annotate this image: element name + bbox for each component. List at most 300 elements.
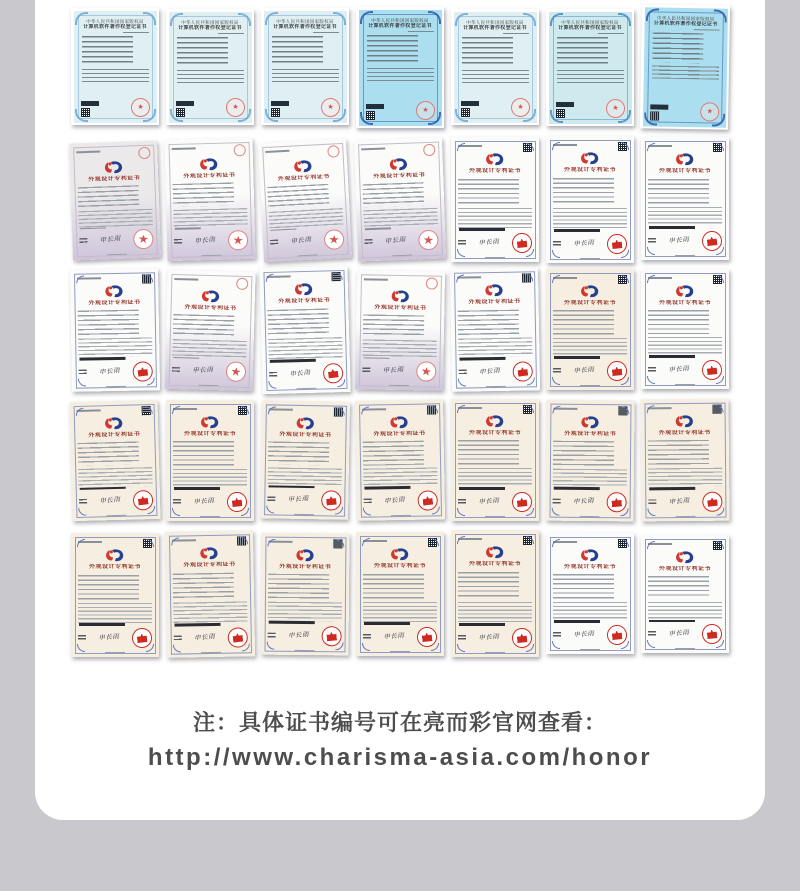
certificate-number-line: [553, 541, 577, 543]
date-line: [580, 385, 600, 386]
paragraph-lines: [363, 467, 437, 487]
software-copyright-certificate: [356, 7, 444, 128]
certificate-header-row: [648, 275, 722, 284]
signature-row: [172, 360, 246, 382]
field-lines: [82, 36, 133, 66]
national-emblem-seal-icon: [701, 490, 723, 512]
black-bar: [459, 623, 505, 626]
certificate-title: 外观设计专利证书: [278, 297, 331, 305]
signature-row: [648, 231, 722, 251]
qr-code-icon: [523, 536, 532, 545]
corner-flourish-icon: [360, 11, 373, 24]
signature: 申长雨: [383, 631, 405, 641]
corner-flourish-icon: [645, 8, 658, 21]
signature-row: [79, 490, 153, 512]
certificate-header-row: [553, 406, 627, 416]
cnipa-logo-icon: [70, 416, 158, 431]
date-line: [485, 257, 505, 258]
corner-flourish-icon: [618, 13, 631, 26]
corner-flourish-icon: [143, 12, 156, 25]
certificate-sheet: [354, 138, 446, 262]
paragraph-lines: [648, 207, 722, 227]
signature: 申长雨: [382, 366, 404, 375]
cnipa-logo-icon: [641, 415, 729, 429]
certificate-wall: [35, 0, 765, 660]
field-lines: [553, 441, 614, 466]
signature-row: [174, 627, 248, 648]
national-emblem-seal-icon: [606, 491, 628, 513]
certificate-number-line: [78, 541, 102, 543]
field-lines: [458, 440, 519, 465]
certificate-sheet: [356, 532, 444, 656]
paragraph-lines: [363, 339, 437, 358]
date-line: [298, 254, 318, 256]
director-label: [648, 631, 656, 636]
signature: 申长雨: [668, 235, 690, 245]
certificate-sheet: [640, 399, 729, 522]
date-line: [391, 515, 411, 517]
certificate-number-line: [648, 145, 672, 147]
certificate-header-row: [553, 142, 627, 151]
field-lines: [458, 179, 519, 205]
note-url: http://www.charisma-asia.com/honor: [147, 744, 653, 771]
signature: 申长雨: [99, 234, 122, 245]
field-lines: [267, 184, 329, 210]
certificate-header-row: [553, 275, 627, 284]
date-line: [675, 648, 695, 649]
date-line: [675, 516, 695, 518]
paragraph-lines: [462, 70, 529, 83]
date-line: [486, 385, 506, 387]
paragraph-lines: [648, 468, 722, 488]
field-lines: [173, 182, 235, 207]
paragraph-lines: [268, 602, 342, 622]
design-patent-certificate: [164, 138, 255, 261]
qr-code-icon: [427, 405, 436, 414]
round-stamp-icon: [235, 277, 249, 291]
certificate-header-row: [268, 539, 342, 549]
cnipa-logo-icon: [641, 551, 729, 564]
design-patent-certificate: [450, 267, 540, 392]
black-bar: [80, 227, 106, 229]
certificate-title: 外观设计专利证书: [88, 431, 141, 439]
cnipa-logo-icon: [260, 282, 348, 297]
certificate-title: 外观设计专利证书: [88, 175, 141, 183]
signature: 申长雨: [99, 495, 121, 505]
national-emblem-seal-icon: [511, 627, 533, 649]
paragraph-lines: [78, 467, 152, 487]
national-emblem-seal-icon: [133, 228, 154, 249]
barcode-icon: [271, 101, 289, 106]
black-bar: [459, 487, 505, 489]
certificate-title: 计算机软件著作权登记证书: [558, 24, 622, 31]
signature-row: [364, 490, 438, 511]
certificate-number-line: [457, 276, 481, 278]
certificate-title: 外观设计专利证书: [468, 298, 521, 306]
national-emblem-seal-icon: [701, 623, 723, 645]
paragraph-lines: [272, 69, 339, 82]
qr-code-icon: [556, 109, 565, 118]
date-line: [675, 384, 695, 385]
field-lines: [648, 179, 709, 204]
corner-flourish-icon: [265, 12, 278, 25]
design-patent-certificate: [355, 270, 445, 391]
signature: 申长雨: [478, 366, 501, 376]
certificate-sheet: [454, 12, 537, 123]
certificate-title: 外观设计专利证书: [563, 167, 616, 173]
authority-line: 中华人民共和国国家版权局: [466, 19, 524, 25]
certificate-row: [35, 529, 765, 660]
authority-line: 中华人民共和国国家版权局: [276, 18, 334, 24]
certificate-number-line: [458, 407, 482, 409]
black-bar: [80, 486, 126, 489]
design-patent-certificate: [641, 269, 729, 389]
cnipa-logo-icon: [451, 546, 539, 559]
certificate-header-row: [362, 405, 436, 415]
barcode-icon: [366, 104, 384, 109]
design-patent-certificate: [258, 139, 352, 262]
certificate-title: 外观设计专利证书: [373, 563, 426, 569]
corner-flourish-icon: [713, 9, 726, 22]
design-patent-certificate: [451, 399, 539, 521]
qr-code-icon: [142, 274, 151, 283]
field-lines: [78, 575, 139, 601]
certificate-sheet: [545, 400, 634, 522]
signature-row: [458, 628, 532, 648]
certificate-number-line: [77, 409, 101, 411]
signature: 申长雨: [573, 238, 595, 248]
signature: 申长雨: [287, 630, 310, 640]
black-bar: [175, 623, 221, 626]
paragraph-lines: [363, 602, 437, 622]
field-lines: [78, 441, 140, 466]
software-copyright-certificate: [71, 8, 159, 125]
corner-flourish-icon: [75, 12, 88, 25]
date-line: [580, 649, 600, 650]
copyright-seal-icon: ★: [224, 96, 245, 117]
cnipa-logo-icon: [355, 415, 443, 430]
certificate-title: 外观设计专利证书: [373, 430, 426, 438]
paragraph-lines: [648, 337, 722, 356]
national-emblem-seal-icon: [701, 230, 723, 252]
black-bar: [554, 229, 600, 232]
paragraph-lines: [269, 208, 344, 229]
cnipa-logo-icon: [262, 416, 350, 431]
design-patent-certificate: [451, 530, 539, 657]
design-patent-certificate: [355, 399, 445, 521]
cnipa-logo-icon: [166, 416, 254, 429]
director-label: [362, 368, 370, 373]
cnipa-logo-icon: [355, 156, 443, 172]
date-line: [106, 514, 126, 516]
paragraph-lines: [648, 602, 722, 620]
authority-line: 中华人民共和国国家版权局: [371, 17, 429, 23]
qr-code-icon: [522, 273, 531, 282]
date-line: [485, 652, 505, 654]
date-line: [390, 651, 410, 652]
certificate-number-line: [173, 408, 197, 410]
round-stamp-icon: [233, 143, 247, 157]
certificate-sheet: [642, 7, 727, 127]
certificate-footer: [556, 99, 625, 118]
certificate-title: 外观设计专利证书: [658, 429, 711, 437]
copyright-seal-icon: ★: [319, 96, 340, 117]
national-emblem-seal-icon: [226, 491, 248, 513]
national-emblem-seal-icon: [512, 360, 534, 382]
qr-code-icon: [81, 108, 90, 117]
qr-code-icon: [143, 539, 152, 548]
barcode-icon: [176, 101, 194, 106]
certificate-number-line: [364, 278, 388, 280]
certificate-sheet: [260, 533, 349, 656]
date-line: [392, 254, 412, 256]
national-emblem-seal-icon: [417, 489, 439, 511]
authority-line: 中华人民共和国国家版权局: [181, 19, 239, 25]
field-lines: [553, 574, 614, 598]
certificate-number-line: [363, 540, 387, 542]
signature-row: [553, 361, 627, 381]
corner-flourish-icon: [455, 13, 468, 26]
cnipa-logo-icon: [356, 548, 444, 561]
field-lines: [363, 314, 424, 337]
date-line: [675, 255, 695, 256]
qr-code-icon: [713, 541, 722, 550]
national-emblem-seal-icon: [131, 627, 153, 649]
certificate-header-row: [269, 406, 343, 416]
date-line: [201, 254, 221, 256]
design-patent-certificate: [69, 141, 161, 261]
signature: 申长雨: [383, 495, 406, 505]
certificate-title: 外观设计专利证书: [183, 172, 236, 180]
national-emblem-seal-icon: [606, 233, 628, 255]
national-emblem-seal-icon: [418, 229, 439, 250]
certificate-title: 外观设计专利证书: [468, 168, 521, 174]
certificate-header-row: [174, 276, 248, 290]
round-stamp-icon: [137, 146, 151, 160]
certificate-footer: [271, 98, 340, 117]
date-line: [107, 253, 127, 255]
certificate-header-row: [648, 405, 722, 415]
field-lines: [173, 314, 235, 338]
paragraph-lines: [78, 337, 152, 358]
certificate-title: 计算机软件著作权登记证书: [463, 24, 527, 31]
signature-row: [648, 624, 722, 644]
signature-row: [270, 229, 345, 253]
certificate-title: 计算机软件著作权登记证书: [273, 23, 337, 30]
qr-code-icon: [333, 539, 342, 548]
signature: 申长雨: [668, 629, 690, 638]
corner-flourish-icon: [550, 13, 563, 26]
certificate-sheet: [355, 270, 445, 391]
certificate-header-row: [172, 144, 246, 158]
signature: 申长雨: [573, 365, 595, 375]
certificate-sheet: [451, 530, 539, 657]
certificate-number-line: [408, 31, 434, 33]
certificate-sheet: [169, 12, 252, 123]
corner-flourish-icon: [170, 13, 183, 26]
qr-code-icon: [428, 538, 437, 547]
field-lines: [462, 37, 513, 67]
software-copyright-certificate: [166, 9, 254, 125]
paragraph-lines: [651, 65, 718, 79]
certificate-number-line: [123, 32, 149, 34]
field-lines: [363, 574, 424, 600]
certificate-number-line: [76, 150, 100, 152]
field-lines: [652, 32, 704, 63]
certificate-title: 外观设计专利证书: [658, 566, 711, 572]
black-bar: [554, 356, 600, 358]
paragraph-lines: [173, 208, 247, 228]
signature: 申长雨: [668, 496, 691, 506]
copyright-seal-icon: ★: [509, 96, 530, 117]
cnipa-logo-icon: [70, 284, 158, 299]
national-emblem-seal-icon: [511, 491, 533, 513]
certificate-number-line: [553, 277, 577, 279]
authority-line: 中华人民共和国国家版权局: [561, 19, 619, 25]
cnipa-logo-icon: [261, 549, 349, 563]
certificate-footer: [176, 98, 245, 117]
certificate-sheet: [641, 535, 729, 653]
signature: 申长雨: [287, 495, 309, 504]
field-lines: [367, 35, 418, 65]
signature: 申长雨: [290, 235, 312, 246]
design-patent-certificate: [354, 138, 446, 262]
field-lines: [557, 37, 608, 67]
certificate-row: [35, 136, 765, 267]
signature: 申长雨: [192, 366, 214, 375]
black-bar: [365, 228, 391, 230]
field-lines: [78, 185, 140, 209]
field-lines: [272, 36, 323, 66]
certificate-sheet: [549, 12, 632, 124]
certificate-footer: [650, 101, 719, 121]
software-copyright-certificate: [546, 9, 634, 126]
signature: 申长雨: [98, 366, 121, 376]
paragraph-lines: [553, 208, 627, 229]
signature-row: [78, 628, 152, 648]
signature-row: [174, 230, 248, 252]
black-bar: [649, 487, 695, 490]
copyright-seal-icon: ★: [129, 96, 150, 117]
corner-flourish-icon: [428, 11, 441, 24]
certificate-number-line: [553, 408, 577, 410]
certificate-header-row: [78, 539, 152, 548]
round-stamp-icon: [326, 144, 340, 158]
paragraph-lines: [458, 337, 532, 358]
black-bar: [173, 357, 199, 359]
round-stamp-icon: [422, 143, 436, 157]
corner-flourish-icon: [523, 13, 536, 26]
certificate-sheet: [164, 138, 255, 261]
certificate-sheet: [641, 137, 729, 260]
date-line: [294, 514, 314, 516]
certificate-title: 计算机软件著作权登记证书: [83, 23, 147, 30]
certificate-title: 外观设计专利证书: [183, 431, 236, 437]
design-patent-certificate: [164, 270, 255, 391]
design-patent-certificate: [640, 399, 729, 522]
black-bar: [269, 621, 315, 624]
certificate-title: 外观设计专利证书: [183, 561, 236, 569]
signature: 申长雨: [478, 496, 500, 506]
qr-code-icon: [461, 108, 470, 117]
design-patent-certificate: [166, 400, 254, 521]
cnipa-logo-icon: [450, 283, 538, 298]
certificate-header-row: [648, 143, 722, 152]
cnipa-logo-icon: [641, 285, 729, 298]
date-line: [295, 650, 315, 652]
national-emblem-seal-icon: [606, 624, 628, 646]
black-bar: [554, 620, 600, 622]
signature: 申长雨: [384, 235, 407, 245]
cnipa-logo-icon: [546, 285, 634, 298]
certificate-row: [35, 398, 765, 529]
certificate-title: 外观设计专利证书: [563, 300, 616, 306]
certificate-title: 计算机软件著作权登记证书: [653, 19, 718, 28]
certificate-header-row: [363, 538, 437, 547]
date-line: [485, 516, 505, 517]
black-bar: [364, 357, 390, 359]
signature: 申长雨: [478, 237, 500, 247]
certificate-title: 计算机软件著作权登记证书: [178, 24, 242, 31]
national-emblem-seal-icon: [415, 360, 437, 382]
certificate-number-line: [172, 539, 196, 541]
signature: 申长雨: [194, 235, 216, 245]
certificate-sheet: [546, 136, 634, 263]
signature: 申长雨: [668, 364, 690, 374]
signature: 申长雨: [573, 629, 595, 639]
certificate-number-line: [172, 147, 196, 149]
certificate-number-line: [267, 275, 291, 277]
certificate-number-line: [503, 33, 529, 35]
cnipa-logo-icon: [451, 153, 539, 166]
certificate-sheet: [74, 11, 157, 123]
certificate-row: [35, 5, 765, 136]
certificate-title: 外观设计专利证书: [563, 564, 616, 570]
certificate-sheet: [359, 10, 442, 126]
certificate-title: 外观设计专利证书: [279, 563, 332, 571]
certificate-title: 外观设计专利证书: [564, 430, 617, 438]
date-line: [580, 258, 600, 260]
signature-row: [269, 363, 343, 385]
certificate-title: 外观设计专利证书: [468, 561, 521, 567]
design-patent-certificate: [451, 137, 539, 262]
director-label: [172, 367, 180, 372]
date-line: [201, 651, 221, 653]
cnipa-logo-icon: [356, 289, 444, 304]
qr-code-icon: [142, 406, 151, 415]
paragraph-lines: [172, 339, 246, 358]
paragraph-lines: [78, 209, 153, 228]
certificate-header-row: [364, 276, 438, 289]
qr-code-icon: [271, 108, 280, 117]
black-bar: [649, 226, 695, 228]
certificate-title: 外观设计专利证书: [374, 304, 427, 312]
national-emblem-seal-icon: [322, 362, 344, 384]
certificate-title: 外观设计专利证书: [468, 430, 521, 436]
paragraph-lines: [458, 468, 532, 487]
certificate-number-line: [458, 145, 482, 147]
certificate-sheet: [71, 533, 159, 657]
field-lines: [268, 574, 329, 599]
paragraph-lines: [363, 208, 438, 229]
black-bar: [649, 620, 695, 622]
certificate-number-line: [265, 150, 289, 153]
footer-note: [35, 706, 765, 776]
black-bar: [270, 359, 316, 363]
certificate-number-line: [218, 33, 244, 35]
design-patent-certificate: [165, 530, 255, 658]
paragraph-lines: [82, 69, 149, 82]
